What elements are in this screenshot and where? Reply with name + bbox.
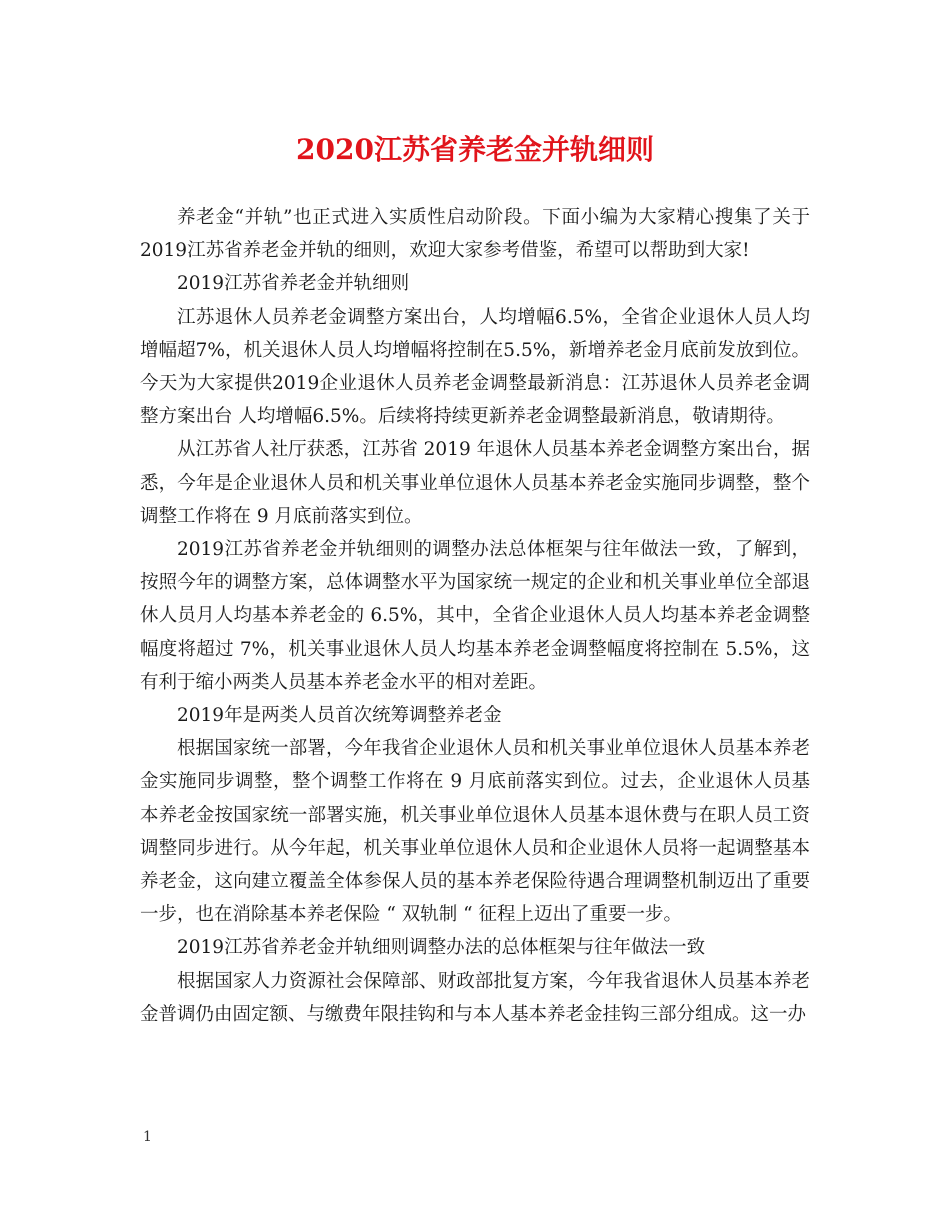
paragraph-heading-3: 2019江苏省养老金并轨细则调整办法的总体框架与往年做法一致: [177, 937, 706, 959]
paragraph-adjustment-plan: 江苏退休人员养老金调整方案出台，人均增幅6.5%，全省企业退休人员人均增幅超7%，机关退休人员人均增幅将控制在5.5%，新增养老金月底前发放到位。今天为大家提供2019企业退休人员养老金调整最新消息：江苏退休人员养老金调整方案出台 人均增幅6.5%。后续将持续更新养老金调整最新消息，敬请期待。: [140, 306, 810, 428]
paragraph-heading-2: 2019年是两类人员首次统筹调整养老金: [177, 705, 502, 727]
page-number: 1: [143, 1129, 152, 1145]
paragraph-intro: 养老金“并轨”也正式进入实质性启动阶段。下面小编为大家精心搜集了关于2019江苏省养老金并轨的细则，欢迎大家参考借鉴，希望可以帮助到大家!: [140, 207, 810, 262]
paragraph-approval: 根据国家人力资源社会保障部、财政部批复方案，今年我省退休人员基本养老金普调仍由固定额、与缴费年限挂钩和与本人基本养老金挂钩三部分组成。这一办: [140, 970, 810, 1025]
paragraph-framework: 2019江苏省养老金并轨细则的调整办法总体框架与往年做法一致，了解到，按照今年的调整方案，总体调整水平为国家统一规定的企业和机关事业单位全部退休人员月人均基本养老金的 6.5%，其中，全省企业退休人员人均基本养老金调整幅度将超过 7%，机关事业退休人员人均基本养老金调整幅度将控制在 5.5%，这有利于缩小两类人员基本养老金水平的相对差距。: [140, 539, 810, 693]
paragraph-unified-deployment: 根据国家统一部署，今年我省企业退休人员和机关事业单位退休人员基本养老金实施同步调整，整个调整工作将在 9 月底前落实到位。过去，企业退休人员基本养老金按国家统一部署实施，机关事业单位退休人员基本退休费与在职人员工资调整同步进行。从今年起，机关事业单位退休人员和企业退休人员将一起调整基本养老金，这向建立覆盖全体参保人员的基本养老保险待遇合理调整机制迈出了重要一步，也在消除基本养老保险 “ 双轨制 “ 征程上迈出了重要一步。: [140, 738, 810, 926]
paragraph-announcement: 从江苏省人社厅获悉，江苏省 2019 年退休人员基本养老金调整方案出台，据悉，今年是企业退休人员和机关事业单位退休人员基本养老金实施同步调整，整个调整工作将在 9 月底前落实到位。: [140, 439, 810, 527]
document-title: 2020江苏省养老金并轨细则: [296, 133, 654, 166]
paragraph-heading-1: 2019江苏省养老金并轨细则: [177, 273, 410, 295]
document-body: [140, 201, 810, 1031]
